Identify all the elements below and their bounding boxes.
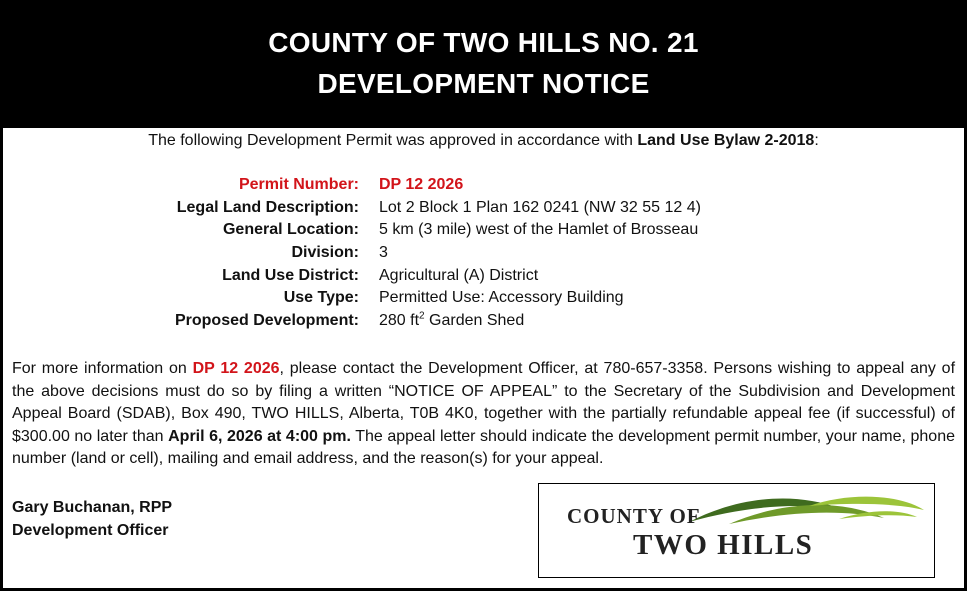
land-use-district-value: Agricultural (A) District [379, 266, 539, 284]
proposed-development-label: Proposed Development: [174, 312, 359, 330]
para-tail: The appeal letter should indicate the development permit number, your name, phone number (land or cell), mailing and email address, and the reason(s) for your appeal. [12, 427, 955, 468]
land-use-district-label: Land Use District: [222, 266, 359, 284]
detail-row-district [3, 267, 964, 290]
division-label: Division: [291, 244, 359, 262]
notice-body [3, 128, 964, 588]
appeal-deadline: April 6, 2026 at 4:00 pm. [168, 427, 351, 445]
permit-details [3, 176, 964, 335]
bylaw-reference: Land Use Bylaw 2-2018 [637, 132, 815, 149]
para-permit-ref: DP 12 2026 [192, 360, 280, 377]
para-lead: For more information on [12, 360, 193, 377]
use-type-value: Permitted Use: Accessory Building [379, 289, 624, 307]
para-body: , please contact the Development Officer, at 780-657-3358. Persons wishing to appeal any of the above decisions must do so by filing a written “NOTICE OF APPEAL” to the Secretary of the Subdivision and Development Appeal Board (SDAB), Box 490, TWO HILLS, Alberta, T0B 4K0, together with the partially refundable appeal fee (if successful) of $300.00 no later than [12, 360, 956, 445]
legal-land-label: Legal Land Description: [176, 198, 359, 216]
signature-block [12, 497, 172, 542]
detail-row-use [3, 289, 964, 312]
use-type-label: Use Type: [283, 289, 359, 307]
detail-row-location [3, 221, 964, 244]
detail-row-permit [3, 176, 964, 199]
detail-row-division [3, 244, 964, 267]
header-title-line1: COUNTY OF TWO HILLS NO. 21 [268, 27, 699, 58]
division-value: 3 [379, 244, 388, 262]
intro-lead: The following Development Permit was approved in accordance with [148, 132, 638, 149]
notice-header [0, 0, 967, 128]
proposed-area: 280 ft [379, 312, 420, 330]
header-title-line2: DEVELOPMENT NOTICE [317, 68, 650, 99]
general-location-label: General Location: [222, 221, 359, 239]
permit-number-value: DP 12 2026 [379, 176, 464, 193]
officer-name: Gary Buchanan, RPP [12, 499, 173, 516]
detail-row-legal [3, 199, 964, 222]
intro-suffix: : [814, 132, 819, 149]
detail-row-proposed [3, 312, 964, 335]
proposed-development-value [379, 312, 524, 330]
officer-title: Development Officer [12, 521, 169, 539]
logo-line1: COUNTY OF [567, 504, 701, 528]
appeal-paragraph [12, 358, 955, 471]
general-location-value: 5 km (3 mile) west of the Hamlet of Brosseau [379, 221, 699, 239]
permit-number-label: Permit Number: [238, 176, 359, 193]
area-exponent: 2 [419, 310, 425, 322]
intro-text [3, 132, 964, 150]
county-logo [538, 483, 935, 578]
legal-land-value: Lot 2 Block 1 Plan 162 0241 (NW 32 55 12 4) [379, 198, 701, 216]
proposed-structure: Garden Shed [424, 312, 525, 330]
logo-line2: TWO HILLS [633, 529, 814, 561]
